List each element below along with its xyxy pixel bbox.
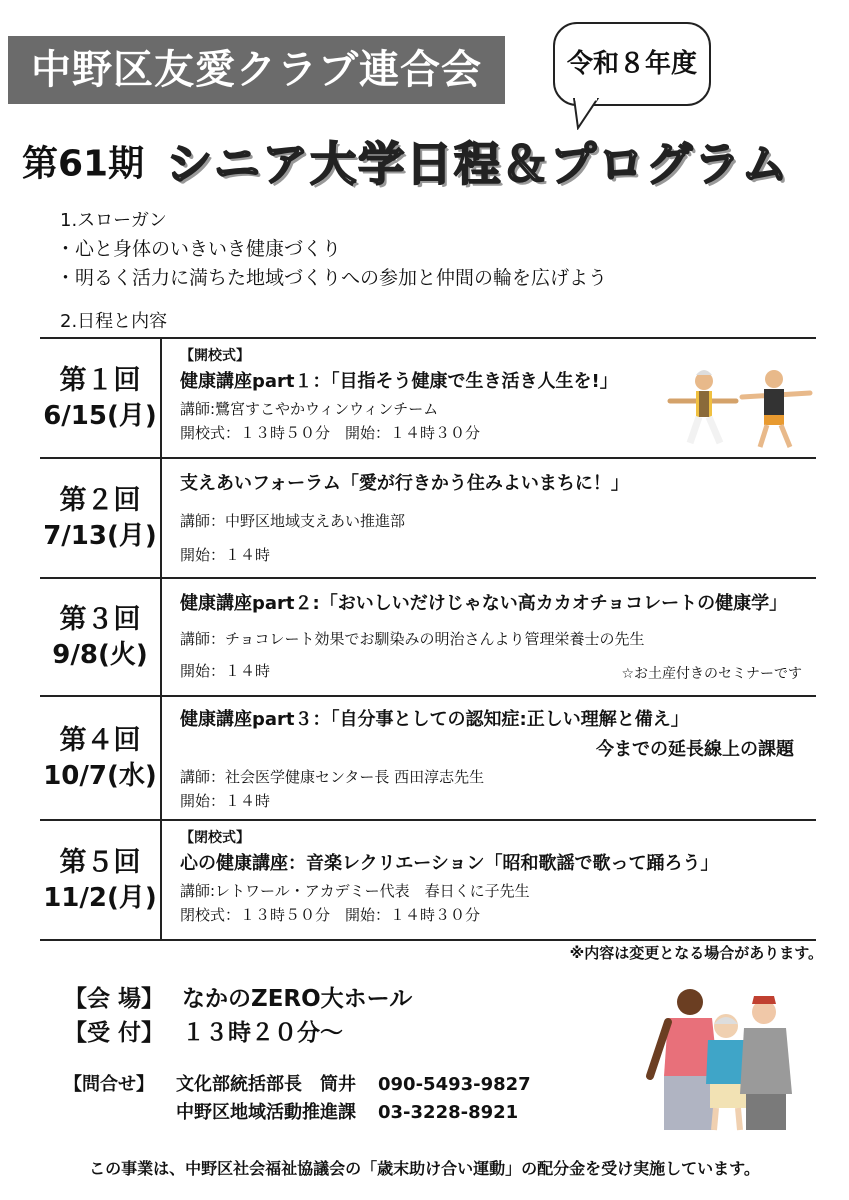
table-row	[40, 459, 816, 579]
reception-row	[64, 1014, 343, 1047]
session-time: 開始：１４時	[180, 662, 271, 680]
session-details	[162, 697, 816, 819]
contact-name: 中野区地域活動推進課	[176, 1102, 356, 1123]
lecturer: 講師:レトワール・アカデミー代表 春日くに子先生	[180, 882, 530, 900]
schedule-heading: 2.日程と内容	[60, 311, 168, 332]
session-details	[162, 821, 816, 939]
inquiry-label: 【問合せ】	[64, 1074, 154, 1095]
session-date: 9/8(火)	[52, 640, 148, 670]
session-date: 10/7(水)	[43, 761, 157, 791]
session-title: 健康講座part３：「自分事としての認知症:正しい理解と備え」	[180, 709, 689, 730]
session-number: 第３回	[59, 604, 141, 635]
speech-bubble-tail-icon	[570, 98, 610, 130]
session-time: 閉校式：１３時５０分 開始：１４時３０分	[180, 906, 481, 924]
session-details	[162, 579, 816, 695]
contact-line	[176, 1098, 518, 1124]
session-date: 11/2(月)	[43, 883, 157, 913]
souvenir-note: ☆お土産付きのセミナーです	[621, 666, 802, 682]
lecturer: 講師：チョコレート効果でお馴染みの明治さんより管理栄養士の先生	[180, 630, 645, 648]
session-number: 第５回	[59, 847, 141, 878]
session-time: 開校式：１３時５０分 開始：１４時３０分	[180, 424, 481, 442]
session-time: 開始：１４時	[180, 792, 271, 810]
session-cell	[40, 821, 162, 939]
session-title: 支えあいフォーラム「愛が行きかう住みよいまちに！」	[180, 473, 629, 494]
session-title: 心の健康講座：音楽レクリエーション「昭和歌謡で歌って踊ろう」	[180, 853, 719, 874]
session-cell	[40, 459, 162, 577]
session-time: 開始：１４時	[180, 546, 271, 564]
seniors-group-illustration	[628, 984, 810, 1134]
ceremony-tag: 【開校式】	[180, 348, 250, 364]
contact-line	[176, 1070, 531, 1096]
venue-row	[64, 980, 412, 1013]
footer-note: この事業は、中野区社会福祉協議会の「歳末助け合い運動」の配分金を受け実施しています。	[89, 1159, 760, 1178]
session-title: 健康講座part１：「目指そう健康で生き活き人生を!」	[180, 371, 618, 392]
org-name-banner: 中野区友愛クラブ連合会	[8, 36, 505, 104]
reception-label: 【受 付】	[64, 1020, 165, 1046]
term-label: 第61期	[22, 143, 145, 185]
session-cell	[40, 697, 162, 819]
session-date: 6/15(月)	[43, 401, 157, 431]
slogan-item: ・心と身体のいきいき健康づくり	[56, 238, 342, 260]
lecturer: 講師：社会医学健康センター長 西田淳志先生	[180, 768, 485, 786]
session-details	[162, 339, 816, 457]
table-row	[40, 579, 816, 697]
main-title	[22, 128, 842, 198]
lecturer: 講師：中野区地域支えあい推進部	[180, 512, 406, 530]
contact-name: 文化部統括部長 筒井	[176, 1074, 356, 1095]
table-row	[40, 821, 816, 941]
session-cell	[40, 339, 162, 457]
table-row	[40, 697, 816, 821]
fiscal-year-bubble: 令和８年度	[553, 22, 711, 106]
session-cell	[40, 579, 162, 695]
exercising-seniors-illustration	[666, 363, 814, 455]
session-details	[162, 459, 816, 577]
contact-phone: 03-3228-8921	[378, 1102, 519, 1123]
session-number: 第２回	[59, 485, 141, 516]
table-row	[40, 339, 816, 459]
session-date: 7/13(月)	[43, 521, 157, 551]
ceremony-tag: 【閉校式】	[180, 830, 250, 846]
change-note: ※内容は変更となる場合があります。	[569, 944, 823, 962]
contact-phone: 090-5493-9827	[378, 1074, 531, 1095]
session-number: 第１回	[59, 365, 141, 396]
slogan-heading: 1.スローガン	[60, 210, 167, 231]
session-number: 第４回	[59, 725, 141, 756]
session-title: 健康講座part２:「おいしいだけじゃない高カカオチョコレートの健康学」	[180, 593, 788, 614]
venue-label: 【会 場】	[64, 986, 165, 1012]
slogan-item: ・明るく活力に満ちた地域づくりへの参加と仲間の輪を広げよう	[56, 267, 608, 289]
schedule-table	[40, 337, 816, 941]
lecturer: 講師:鷺宮すこやかウィンウィンチーム	[180, 400, 439, 418]
program-title: シニア大学日程＆プログラム	[166, 137, 790, 191]
reception-value: １３時２０分～	[182, 1020, 344, 1046]
venue-value: なかのZERO大ホール	[182, 986, 413, 1012]
session-subtitle: 今までの延長線上の課題	[596, 739, 794, 760]
